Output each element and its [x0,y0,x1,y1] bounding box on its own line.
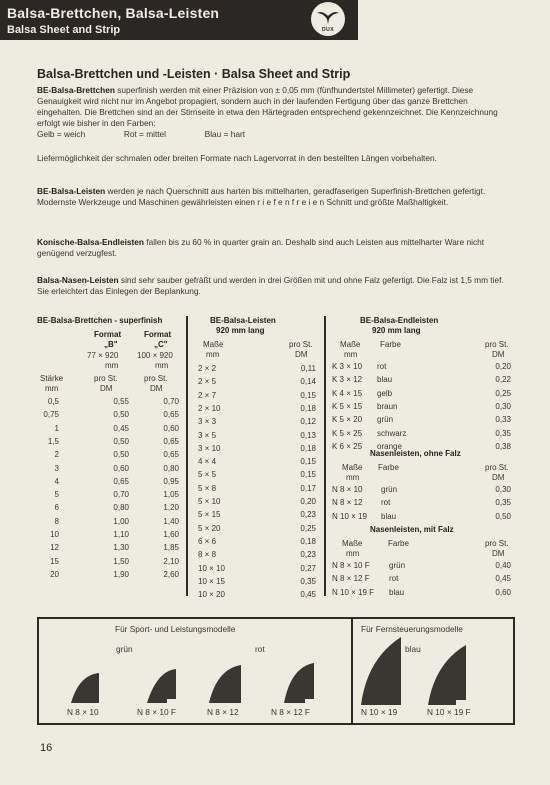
col-dm: DM [492,549,505,558]
table-cell: 0,15 [300,470,316,480]
table-divider-left [186,316,188,596]
table-cell: 0,35 [300,576,316,586]
table-cell: 2,10 [163,556,179,566]
table-cell: 10 × 20 [198,590,225,600]
table-cell: rot [389,574,399,584]
lead-brettchen: BE-Balsa-Brettchen [37,85,115,95]
table-divider-right [324,316,326,596]
table-cell: 0,45 [300,590,316,600]
col-mm: mm [206,350,220,359]
col-pro: pro St. [289,340,313,349]
table-brettchen [37,316,185,601]
col-format-c: Format [144,330,172,339]
table-cell: N 8 × 12 [332,498,363,508]
table-cell: K 3 × 12 [332,375,363,385]
format-b: „B" [104,340,118,349]
paragraph-endleisten [37,237,514,259]
table-cell: schwarz [377,428,407,438]
table-cell: 5 × 8 [198,483,217,493]
table-cell: 1,00 [113,516,129,526]
col-dm: DM [492,473,505,482]
table-cell: 1,60 [163,530,179,539]
col-mm: mm [346,473,360,482]
table-cell: 0,80 [113,503,129,513]
table-cell: 0,12 [300,417,316,427]
color-label-rot: rot [255,644,265,654]
unit-c: mm [155,361,169,370]
table-cell: 1,30 [113,543,129,553]
table-cell: 2,60 [163,569,179,579]
col-pro: pro St. [485,539,509,548]
table-cell: 12 [50,543,59,553]
table-cell: 1,50 [113,556,129,566]
color-label-gruen: grün [116,644,133,654]
table-cell: 3 × 10 [198,443,221,453]
table-endleisten-subtitle: 920 mm lang [372,326,421,335]
table-cell: N 10 × 19 [332,511,367,521]
col-pro-c: pro St. [144,374,168,383]
table-cell: grün [381,485,398,494]
table-cell: 1,05 [163,490,179,500]
table-nasen-ohne [332,449,515,521]
bird-icon [316,7,340,27]
col-masse: Maße [203,340,224,349]
size-b: 77 × 920 [87,351,119,360]
table-cell: blau [377,375,393,385]
table-cell: 0,18 [300,403,316,413]
table-cell: 0,50 [495,511,511,521]
table-cell: 0,20 [495,362,511,371]
profile-label-4: N 8 × 12 F [271,707,310,717]
paragraph-lieferung: Liefermöglichkeit der schmalen oder breiten Formate nach Lagervorrat in den bestellten Längen vorbehalten. [37,153,437,163]
profile-label-3: N 8 × 12 [207,707,239,717]
table-cell: 3 [54,463,59,473]
table-leisten [192,316,320,601]
table-cell: 10 × 10 [198,563,225,573]
table-cell: K 5 × 15 [332,401,363,411]
format-c: „C" [154,340,168,349]
table-cell: 1,40 [163,516,179,526]
col-masse: Maße [340,340,361,349]
table-cell: 0,18 [300,443,316,453]
text-leisten: werden je nach Querschnitt aus harten bis mittelharten, geradfaserigen Superfinish-Brettchen gefertigt. Modernste Werkzeuge und Maschinen gewährleisten einen r i e f e n f r e i e n Schnitt und größte Maßhaltigkeit. [37,186,486,207]
table-cell: 0,35 [495,428,511,438]
table-cell: 0,35 [495,498,511,508]
table-cell: 2 [54,450,59,460]
table-cell: 0,60 [163,423,179,433]
color-gelb: Gelb = weich [37,129,86,139]
table-cell: 8 [54,516,59,526]
table-cell: 0,11 [301,364,316,373]
logo-text: DUX [322,27,335,33]
profile-n10x19-shape [361,637,401,705]
table-cell: 0,50 [113,436,129,446]
table-cell: 4 [54,476,59,486]
table-cell: blau [389,587,405,597]
col-masse: Maße [342,463,363,472]
table-cell: 0,80 [163,463,179,473]
table-cell: 0,22 [495,375,511,385]
col-staerke-mm: mm [45,384,59,393]
table-cell: 6 [54,503,59,513]
col-farbe: Farbe [380,340,401,349]
table-cell: 0,15 [300,390,316,400]
table-cell: 0,20 [300,497,316,506]
table-cell: 0,65 [163,436,179,446]
table-cell: 0,15 [300,457,316,467]
col-pro-b: pro St. [94,374,118,383]
table-cell: 0,55 [113,397,129,406]
table-cell: 0,17 [300,483,316,493]
table-cell: 1,85 [163,543,179,553]
table-cell: 0,50 [113,450,129,460]
table-endleisten [332,316,515,451]
page-number: 16 [40,742,53,754]
table-cell: 5 × 5 [198,470,217,480]
table-cell: 0,25 [495,388,511,398]
profiles-right-title: Für Fernsteuerungsmodelle [361,624,463,634]
col-pro: pro St. [485,340,509,349]
table-cell: 5 × 15 [198,510,221,520]
table-cell: K 4 × 15 [332,388,363,398]
table-cell: 4 × 4 [198,457,217,467]
text-endleisten: fallen bis zu 60 % in quarter grain an. Deshalb sind auch Leisten aus mittelharter Ware nicht genügend verzugfest. [37,237,485,258]
table-cell: 6 × 6 [198,536,217,546]
page-heading: Balsa-Brettchen und -Leisten · Balsa Sheet and Strip [37,67,351,81]
table-cell: K 5 × 25 [332,428,363,438]
table-cell: N 8 × 10 F [332,561,370,570]
unit-b: mm [105,361,119,370]
table-cell: 0,70 [113,490,129,500]
size-c: 100 × 920 [137,351,173,360]
paragraph-nasenleisten [37,275,514,297]
table-cell: 0,65 [163,410,179,420]
header-title-en: Balsa Sheet and Strip [7,24,121,36]
table-cell: K 6 × 25 [332,441,363,451]
paragraph-brettchen [37,85,514,140]
table-cell: 10 × 15 [198,576,225,586]
col-staerke: Stärke [40,374,64,383]
table-nasen-mit-title: Nasenleisten, mit Falz [370,525,454,534]
table-leisten-title: BE-Balsa-Leisten [210,316,276,325]
profile-label-1: N 8 × 10 [67,707,99,717]
lead-nasenleisten: Balsa-Nasen-Leisten [37,275,119,285]
profile-n8x10f-shape [147,669,176,703]
table-cell: 1,90 [113,569,129,579]
header-title-de: Balsa-Brettchen, Balsa-Leisten [7,5,220,21]
lead-leisten: BE-Balsa-Leisten [37,186,106,196]
lead-endleisten: Konische-Balsa-Endleisten [37,237,144,247]
table-cell: 5 × 20 [198,523,221,533]
table-cell: 0,30 [495,485,511,494]
paragraph-leisten [37,186,514,208]
profile-label-2: N 8 × 10 F [137,707,176,717]
table-cell: 2 × 2 [198,364,217,373]
table-cell: 0,65 [163,450,179,460]
table-cell: grün [389,561,406,570]
profile-label-5: N 10 × 19 [361,707,398,717]
table-cell: 0,14 [300,377,316,387]
table-cell: 0,65 [113,476,129,486]
table-cell: grün [377,415,394,425]
table-cell: 0,23 [300,510,316,520]
table-cell: 10 [50,530,59,539]
table-cell: 2 × 5 [198,377,217,387]
profiles-box [37,617,515,725]
table-cell: N 8 × 10 [332,485,363,494]
table-endleisten-title: BE-Balsa-Endleisten [360,316,439,325]
col-mm: mm [344,350,358,359]
table-cell: 0,30 [495,401,511,411]
table-cell: 5 × 10 [198,497,221,506]
table-cell: 0,25 [300,523,316,533]
text-brettchen: superfinish werden mit einer Präzision von ± 0,05 mm (fünfhundertstel Millimeter) gefertigt. Diese Genauigkeit wird nicht nur im Angebot propagiert, sondern auch in der laufenden Fertigung über das ganze Brettchen eingehalten. Die Brettchen sind an der Stirnseite in etwa den Härtegraden entsprechend gekennzeichnet. Die Kennzeichnung erfolgt wie bisher in den Farben: [37,85,498,128]
table-cell: N 8 × 12 F [332,574,370,584]
table-cell: 2 × 10 [198,403,221,413]
table-cell: 5 [54,490,59,500]
table-cell: 3 × 3 [198,417,217,427]
table-cell: 2 × 7 [198,390,217,400]
header-bar [0,0,298,40]
table-cell: 1,10 [113,530,129,539]
table-cell: braun [377,401,398,411]
profile-n8x12-shape [209,665,241,703]
col-mm: mm [346,549,360,558]
table-cell: 0,23 [300,550,316,560]
table-cell: 8 × 8 [198,550,217,560]
table-cell: 0,50 [113,410,129,420]
table-cell: 0,45 [495,574,511,584]
col-format-b: Format [94,330,122,339]
table-cell: 3 × 5 [198,430,217,440]
table-cell: 1,20 [163,503,179,513]
table-cell: 20 [50,569,59,579]
dux-logo [298,0,358,40]
color-label-blau: blau [405,644,421,654]
profiles-left-title: Für Sport- und Leistungsmodelle [115,624,236,634]
table-cell: rot [381,498,391,508]
profile-label-6: N 10 × 19 F [427,707,471,717]
table-cell: 1,5 [47,436,59,446]
table-cell: 0,13 [300,430,316,440]
col-dm-b: DM [100,384,113,393]
table-cell: 0,33 [495,415,511,425]
profile-n8x10-shape [71,673,99,703]
table-cell: K 5 × 20 [332,415,363,425]
table-cell: 0,70 [163,397,179,406]
profile-n8x12f-shape [284,663,314,703]
table-cell: 0,60 [113,463,129,473]
table-cell: 0,60 [495,587,511,597]
table-cell: blau [381,511,397,521]
table-nasen-ohne-title: Nasenleisten, ohne Falz [370,449,461,458]
table-cell: 0,40 [495,561,511,570]
table-cell: orange [377,441,402,451]
col-farbe: Farbe [388,539,409,548]
color-blau: Blau = hart [204,129,246,139]
table-cell: 1 [54,423,59,433]
col-pro: pro St. [485,463,509,472]
col-farbe: Farbe [378,463,399,472]
col-dm: DM [492,350,505,359]
table-cell: 0,5 [47,397,59,406]
table-leisten-subtitle: 920 mm lang [216,326,265,335]
table-cell: 15 [50,556,59,566]
col-dm: DM [295,350,308,359]
col-masse: Maße [342,539,363,548]
table-cell: K 3 × 10 [332,362,363,371]
table-cell: 0,95 [163,476,179,486]
table-brettchen-title: BE-Balsa-Brettchen - superfinish [37,316,163,325]
color-rot: Rot = mittel [123,129,167,139]
table-cell: gelb [377,388,393,398]
table-cell: 0,45 [113,423,129,433]
table-cell: 0,18 [300,536,316,546]
table-cell: N 10 × 19 F [332,587,375,597]
col-dm-c: DM [150,384,163,393]
table-cell: 0,38 [495,441,511,451]
table-nasen-mit [332,525,515,597]
table-cell: 0,75 [43,410,59,420]
table-cell: rot [377,362,387,371]
text-nasenleisten: sind sehr sauber gefräßt und werden in drei Größen mit und ohne Falz gefertigt. Die Falz ist 1,5 mm tief. Sie erleichtert das Einlegen der Beplankung. [37,275,504,296]
table-cell: 0,27 [300,563,316,573]
profile-n10x19f-shape [428,645,466,705]
